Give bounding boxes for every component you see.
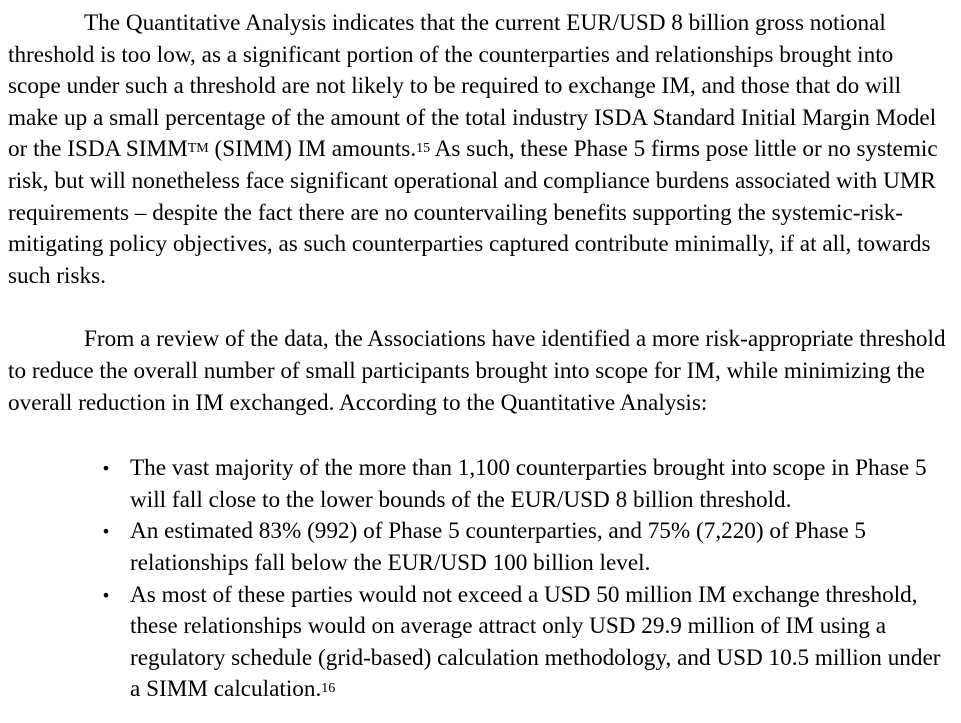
bullet-icon: • [101, 522, 111, 542]
footnote-ref-16[interactable]: 16 [321, 681, 336, 697]
paragraph1-text-a: The Quantitative Analysis indicates that the current EUR/USD 8 billion gross notional threshold is too low, as a significant portion of the counterparties and relationships brought into scope under such a threshold are not likely to be required to exchange IM, and those that do will make up a small percentage of the amount of the total industry ISDA Standard Initial Margin Model or the ISDA SIMM [8, 10, 937, 163]
bullet-text: As most of these parties would not exceed a USD 50 million IM exchange threshold, these relationships would on average attract only USD 29.9 million of IM using a regulatory schedule (grid-based) calculation methodology, and USD 10.5 million under a SIMM calculation. [130, 581, 941, 703]
footnote-ref-15[interactable]: 15 [416, 141, 431, 157]
bullet-item [8, 453, 951, 516]
paragraph1-text-c: As such, these Phase 5 firms pose little or no systemic risk, but will nonetheless face significant operational and compliance burdens associated with UMR requirements – despite the fact there are no countervailing benefits supporting the systemic-risk-mitigating policy objectives, as such counterparties captured contribute minimally, if at all, towards such risks. [8, 136, 938, 289]
paragraph-quantitative-analysis [8, 0, 951, 292]
bullet-list [8, 453, 951, 706]
bullet-icon: • [101, 585, 111, 605]
paragraph1-text-b: (SIMM) IM amounts. [208, 136, 417, 163]
bullet-item [8, 516, 951, 579]
bullet-text: An estimated 83% (992) of Phase 5 counterparties, and 75% (7,220) of Phase 5 relationships fall below the EUR/USD 100 billion level. [130, 518, 867, 576]
bullet-item [8, 580, 951, 706]
trademark-superscript: TM [187, 141, 209, 157]
bullet-icon: • [101, 459, 111, 479]
bullet-text: The vast majority of the more than 1,100 counterparties brought into scope in Phase 5 will fall close to the lower bounds of the EUR/USD 8 billion threshold. [130, 455, 927, 513]
paragraph-data-review: From a review of the data, the Associations have identified a more risk-appropriate threshold to reduce the overall number of small participants brought into scope for IM, while minimizing the overall reduction in IM exchanged. According to the Quantitative Analysis: [8, 326, 946, 416]
